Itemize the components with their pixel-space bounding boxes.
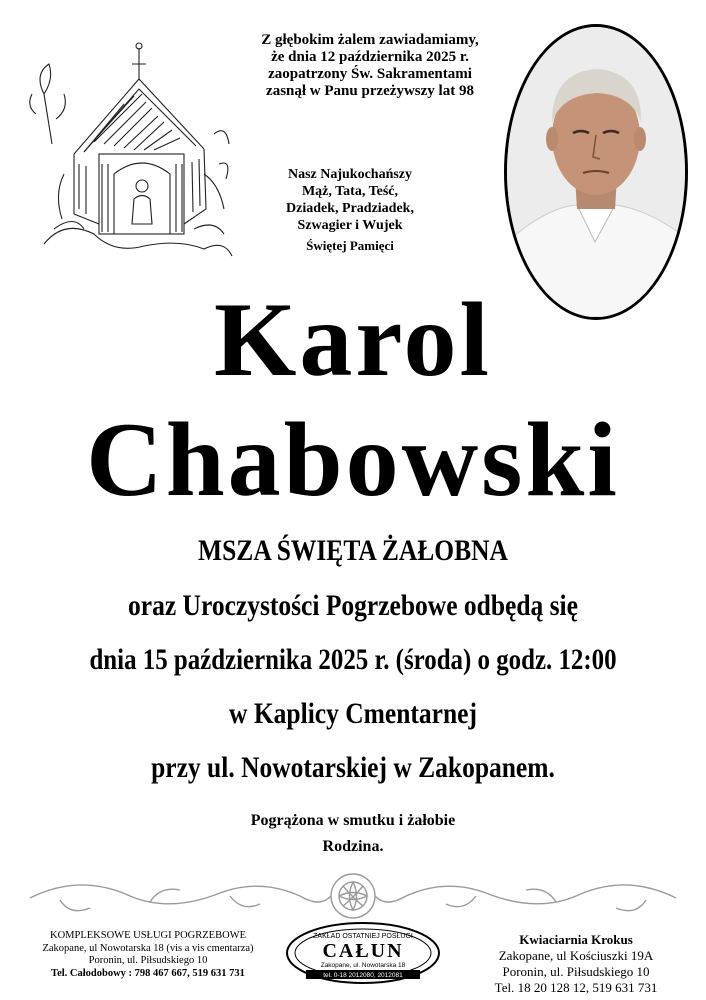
florist-address: Zakopane, ul Kościuszki 19A	[498, 948, 654, 963]
family-line: Nasz Najukochańszy	[287, 167, 413, 182]
deceased-last-name: Chabowski	[86, 401, 620, 518]
logo-top-text: ZAKŁAD OSTATNIEJ POSŁUGI	[313, 933, 413, 940]
floral-ornament-icon	[20, 868, 686, 928]
florist-title: Kwiaciarnia Krokus	[519, 932, 633, 947]
portrait-photo	[504, 24, 688, 320]
ceremony-address: przy ul. Nowotarskiej w Zakopanem.	[151, 751, 555, 784]
family-line: Szwagier i Wujek	[297, 218, 403, 233]
deceased-first-name: Karol	[213, 281, 493, 398]
intro-line: zasnął w Panu przeżywszy lat 98	[266, 83, 474, 99]
intro-text	[210, 32, 530, 100]
family-line: Mąż, Tata, Teść,	[301, 184, 399, 199]
logo-brand: CAŁUN	[322, 940, 404, 962]
ceremony-title: MSZA ŚWIĘTA ŻAŁOBNA	[198, 534, 508, 567]
family-relations	[250, 166, 450, 234]
florist-info	[452, 932, 700, 996]
intro-line: zaopatrzony Św. Sakramentami	[268, 66, 472, 82]
services-title: KOMPLEKSOWE USŁUGI POGRZEBOWE	[50, 930, 246, 941]
portrait-photo-icon	[507, 27, 685, 317]
florist-phone: Tel. 18 20 128 12, 519 631 731	[494, 980, 658, 995]
services-address: Poronin, ul. Piłsudskiego 10	[88, 955, 208, 966]
logo-address: Zakopane, ul. Nowotarska 18	[320, 962, 406, 969]
services-phone: Tel. Całodobowy : 798 467 667, 519 631 731	[51, 967, 245, 979]
ceremony-line: oraz Uroczystości Pogrzebowe odbędą się	[128, 589, 578, 622]
logo-phone: tel. 0-18 2012080, 2012081	[323, 972, 403, 979]
florist-address: Poronin, ul. Piłsudskiego 10	[502, 964, 650, 979]
memory-label: Świętej Pamięci	[306, 238, 394, 253]
intro-line: że dnia 12 października 2025 r.	[271, 49, 469, 65]
ceremony-place: w Kaplicy Cmentarnej	[229, 697, 477, 730]
services-address: Zakopane, ul Nowotarska 18 (vis a vis cmentarza)	[42, 942, 254, 954]
chapel-drawing-icon	[14, 34, 236, 259]
signature-line: Pogrążona w smutku i żałobie	[250, 812, 456, 829]
intro-line: Z głębokim żalem zawiadamiamy,	[261, 32, 479, 48]
calun-logo-icon	[284, 920, 442, 986]
family-line: Dziadek, Pradziadek,	[286, 201, 414, 216]
funeral-services-info	[12, 930, 284, 980]
ceremony-date: dnia 15 października 2025 r. (środa) o godz. 12:00	[89, 643, 617, 676]
signature-family: Rodzina.	[322, 838, 384, 855]
